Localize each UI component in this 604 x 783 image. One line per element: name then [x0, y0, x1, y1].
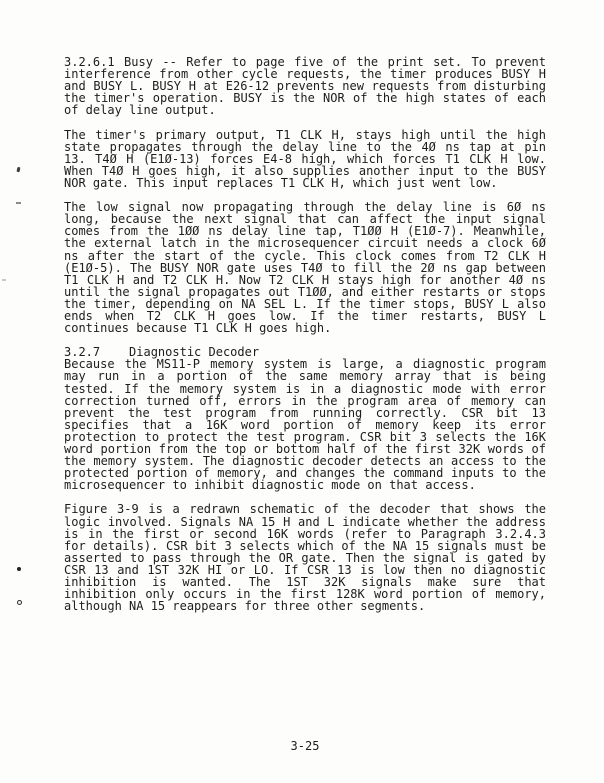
text-line: asserted to pass through the OR gate. Then the signal is gated by: [64, 550, 546, 565]
text-line: logic involved. Signals NA 15 H and L indicate whether the address: [64, 514, 546, 529]
text-line: comes from the 1ØØ ns delay line tap, T1ØØ H (E1Ø-7). Meanwhile,: [64, 224, 546, 239]
text-line: is in the first or second 16K words (refer to Paragraph 3.2.4.3: [64, 526, 546, 541]
text-line: Because the MS11-P memory system is large, a diagnostic program: [64, 357, 546, 372]
margin-artifact-comma: [17, 167, 21, 173]
text-line: CSR 13 and 1ST 32K HI or LO. If CSR 13 is low then no diagnostic: [64, 562, 546, 577]
text-line: the timer, depending on NA SEL L. If the timer stops, BUSY L also: [64, 296, 546, 311]
text-line: The timer's primary output, T1 CLK H, stays high until the high: [64, 127, 546, 142]
paragraph-3-2-6-1-busy: [64, 56, 546, 116]
text-line: microsequencer to inhibit diagnostic mode on that access.: [64, 478, 476, 493]
text-line: 3.2.6.1 Busy -- Refer to page five of the print set. To prevent: [64, 55, 546, 69]
text-line: may run in a portion of the same memory array that is being: [64, 369, 546, 384]
text-line: inhibition is wanted. The 1ST 32K signals make sure that: [64, 575, 546, 590]
paragraph-timer-primary-output: [64, 129, 546, 189]
paragraph-diagnostic-decoder: [64, 358, 546, 491]
text-line: although NA 15 reappears for three other segments.: [64, 599, 426, 614]
text-line: ends when T2 CLK H goes low. If the timer restarts, BUSY L: [64, 308, 546, 323]
text-line: protection to protect the test program. CSR bit 3 selects the 16K: [64, 429, 546, 444]
margin-artifact-dash: [16, 202, 21, 204]
text-line: word portion from the top or bottom half of the first 32K words of: [64, 442, 546, 456]
section-heading-line: 3.2.7 Diagnostic Decoder: [64, 345, 260, 360]
text-line: tested. If the memory system is in a diagnostic mode with error: [64, 381, 546, 396]
text-line: for details). CSR bit 3 selects which of the NA 15 signals must be: [64, 538, 546, 553]
text-line: and BUSY L. BUSY H at E26-12 prevents new requests from disturbing: [64, 79, 546, 94]
text-line: the memory system. The diagnostic decoder detects an access to the: [64, 454, 546, 469]
text-line: The low signal now propagating through the delay line is 6Ø ns: [64, 200, 546, 215]
text-line: ns after the start of the cycle. This clock comes from T2 CLK H: [64, 248, 546, 263]
document-body: [64, 56, 546, 624]
text-line: prevent the test program from running correctly. CSR bit 13: [64, 405, 546, 420]
paragraph-figure-3-9: [64, 503, 546, 612]
text-line: state propagates through the delay line to the 4Ø ns tap at pin: [64, 139, 546, 154]
text-line: NOR gate. This input replaces T1 CLK H, which just went low.: [64, 175, 498, 190]
text-line: specifies that a 16K word portion of memory keep its error: [64, 417, 546, 432]
margin-artifact-dot: [17, 567, 21, 571]
text-line: (E1Ø-5). The BUSY NOR gate uses T4Ø to fill the 2Ø ns gap between: [64, 260, 546, 275]
text-line: interference from other cycle requests, the timer produces BUSY H: [64, 67, 546, 82]
text-line: the external latch in the microsequencer circuit needs a clock 6Ø: [64, 236, 546, 251]
text-line: protected portion of memory, and changes the command inputs to the: [64, 466, 546, 481]
text-line: continues because T1 CLK H goes high.: [64, 321, 332, 336]
text-line: long, because the next signal that can affect the input signal: [64, 212, 546, 227]
text-line: correction turned off, errors in the program area of memory can: [64, 393, 546, 408]
text-line: until the signal propagates out T1ØØ, and either restarts or stops: [64, 284, 546, 299]
text-line: inhibition only occurs in the first 128K word portion of memory,: [64, 587, 546, 602]
text-line: of delay line output.: [64, 103, 216, 118]
page-number: 3-25: [290, 739, 320, 753]
margin-artifact-ring: [17, 600, 22, 605]
margin-artifact-faint-dash: [2, 279, 6, 281]
text-line: Figure 3-9 is a redrawn schematic of the decoder that shows the: [64, 502, 546, 517]
paragraph-low-signal-propagation: [64, 201, 546, 334]
text-line: 13. T4Ø H (E1Ø-13) forces E4-8 high, which forces T1 CLK H low.: [64, 151, 546, 166]
text-line: the timer's operation. BUSY is the NOR of the high states of each: [64, 91, 546, 106]
text-line: T1 CLK H and T2 CLK H. Now T2 CLK H stays high for another 4Ø ns: [64, 272, 546, 287]
text-line: When T4Ø H goes high, it also supplies another input to the BUSY: [64, 163, 546, 178]
